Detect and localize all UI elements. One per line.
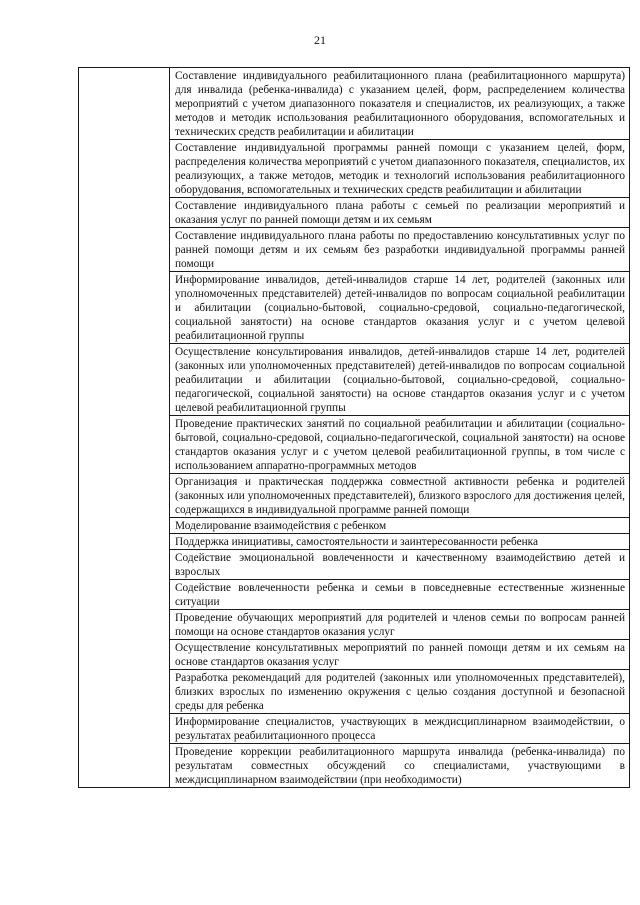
row-text: Составление индивидуального плана работы по предоставлению консультативных услуг по ранней помощи детям и их семьям без разработки индивидуальной программы ранней помощи [175, 230, 625, 270]
table-cell [170, 518, 630, 534]
row-text: Составление индивидуальной программы ранней помощи с указанием целей, форм, распределения количества мероприятий с учетом диапазонного показателя, специалистов, их реализующих, а также методов, методик и технологий использования реабилитационного оборудования, вспомогательных и технических средств реабилитации и абилитации [175, 142, 625, 196]
table-cell [170, 272, 630, 344]
table-cell [170, 68, 630, 140]
row-text: Осуществление консультирования инвалидов, детей-инвалидов старше 14 лет, родителей (законных или уполномоченных представителей) детей-инвалидов по вопросам социальной реабилитации и абилитации (социально-бытовой, социально-средовой, социально-педагогической, социальной занятости) на основе стандартов оказания услуг и с учетом целевой реабилитационной группы [175, 346, 625, 414]
activities-table [78, 67, 630, 788]
empty-left-cell [79, 68, 170, 788]
row-text: Поддержка инициативы, самостоятельности и заинтересованности ребенка [175, 536, 539, 548]
table-cell [170, 140, 630, 198]
table-cell [170, 534, 630, 550]
row-text: Содействие эмоциональной вовлеченности и качественному взаимодействию детей и взрослых [175, 552, 625, 578]
table-cell [170, 640, 630, 670]
row-text: Составление индивидуального реабилитационного плана (реабилитационного маршрута) для инвалида (ребенка-инвалида) с указанием целей, форм, распределением количества мероприятий с учетом диапазонного показателя и специалистов, их реализующих, а также методов и методик использования реабилитационного оборудования, вспомогательных и технических средств реабилитации и абилитации [175, 70, 625, 138]
table-cell [170, 744, 630, 788]
table-cell [170, 198, 630, 228]
row-text: Составление индивидуального плана работы с семьей по реализации мероприятий и оказания услуг по ранней помощи детям и их семьям [175, 200, 625, 226]
row-text: Проведение коррекции реабилитационного маршрута инвалида (ребенка-инвалида) по результатам совместных обсуждений со специалистами, участвующими в междисциплинарном взаимодействии (при необходимости) [175, 746, 625, 786]
page-number: 21 [314, 33, 326, 47]
row-text: Информирование специалистов, участвующих в междисциплинарном взаимодействии, о результатах реабилитационного процесса [175, 716, 625, 742]
table-cell [170, 610, 630, 640]
row-text: Разработка рекомендаций для родителей (законных или уполномоченных представителей), близких взрослых по изменению окружения с целью создания доступной и безопасной среды для ребенка [175, 672, 625, 712]
row-text: Организация и практическая поддержка совместной активности ребенка и родителей (законных или уполномоченных представителей), близкого взрослого для достижения целей, содержащихся в индивидуальной программе ранней помощи [175, 476, 625, 516]
table-cell [170, 670, 630, 714]
table-cell [170, 580, 630, 610]
row-text: Проведение обучающих мероприятий для родителей и членов семьи по вопросам ранней помощи на основе стандартов оказания услуг [175, 612, 625, 638]
table-row [79, 68, 630, 140]
row-text: Осуществление консультативных мероприятий по ранней помощи детям и их семьям на основе стандартов оказания услуг [175, 642, 625, 668]
table-cell [170, 344, 630, 416]
row-text: Проведение практических занятий по социальной реабилитации и абилитации (социально-бытовой, социально-средовой, социально-педагогической, социальной занятости) на основе стандартов оказания услуг и с учетом целевой реабилитационной группы, в том числе с использованием аппаратно-программных методов [175, 418, 625, 472]
row-text: Информирование инвалидов, детей-инвалидов старше 14 лет, родителей (законных или уполномоченных представителей) детей-инвалидов по вопросам социальной реабилитации и абилитации (социально-бытовой, социально-средовой, социально-педагогической, социальной занятости) на основе стандартов оказания услуг и с учетом целевой реабилитационной группы [175, 274, 625, 342]
row-text: Моделирование взаимодействия с ребенком [175, 520, 387, 532]
table-cell [170, 550, 630, 580]
table-cell [170, 416, 630, 474]
row-text: Содействие вовлеченности ребенка и семьи в повседневные естественные жизненные ситуации [175, 582, 625, 608]
table-cell [170, 228, 630, 272]
table-cell [170, 474, 630, 518]
table-cell [170, 714, 630, 744]
